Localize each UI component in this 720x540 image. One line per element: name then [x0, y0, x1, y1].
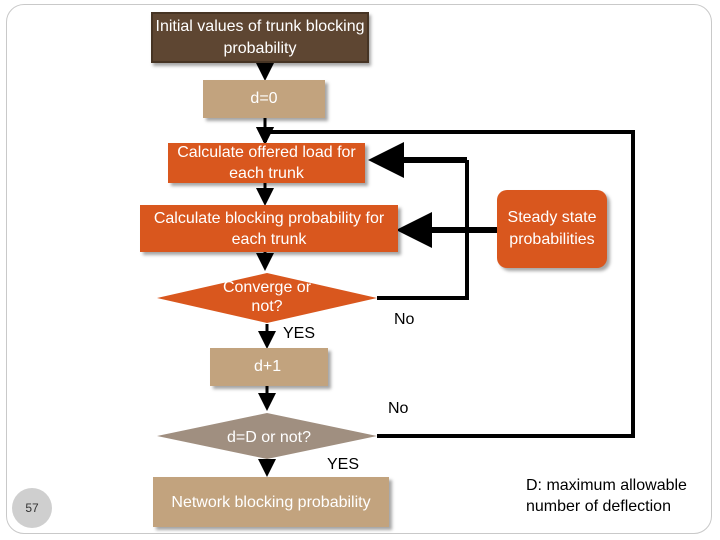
definition-note: D: maximum allowable number of deflection — [526, 477, 687, 515]
network-blocking-label: Network blocking probability — [171, 493, 371, 511]
steady-state-box — [497, 190, 607, 268]
converge-label: Converge or not? — [222, 279, 312, 315]
converge-no-label: No — [394, 311, 415, 328]
dcheck-yes-label: YES — [327, 456, 360, 473]
network-blocking-box — [153, 477, 389, 527]
dcheck-no-label: No — [388, 400, 409, 417]
blocking-probability-box — [140, 205, 398, 252]
d-init-label: d=0 — [250, 90, 278, 107]
d-inc-label: d+1 — [254, 358, 282, 375]
d-init-box — [203, 80, 325, 118]
page-number-badge — [12, 488, 52, 528]
blocking-probability-label: Calculate blocking probability for each trunk — [153, 209, 385, 248]
d-check-label: d=D or not? — [226, 429, 312, 446]
initial-values-label: Initial values of trunk blocking probability — [155, 17, 365, 57]
offered-load-box — [168, 143, 365, 183]
steady-state-label: Steady state probabilities — [507, 209, 597, 248]
converge-yes-label: YES — [283, 325, 316, 342]
page-number: 57 — [25, 501, 39, 515]
initial-values-box — [151, 12, 369, 63]
offered-load-label: Calculate offered load for each trunk — [177, 144, 356, 182]
d-inc-box — [210, 348, 328, 386]
